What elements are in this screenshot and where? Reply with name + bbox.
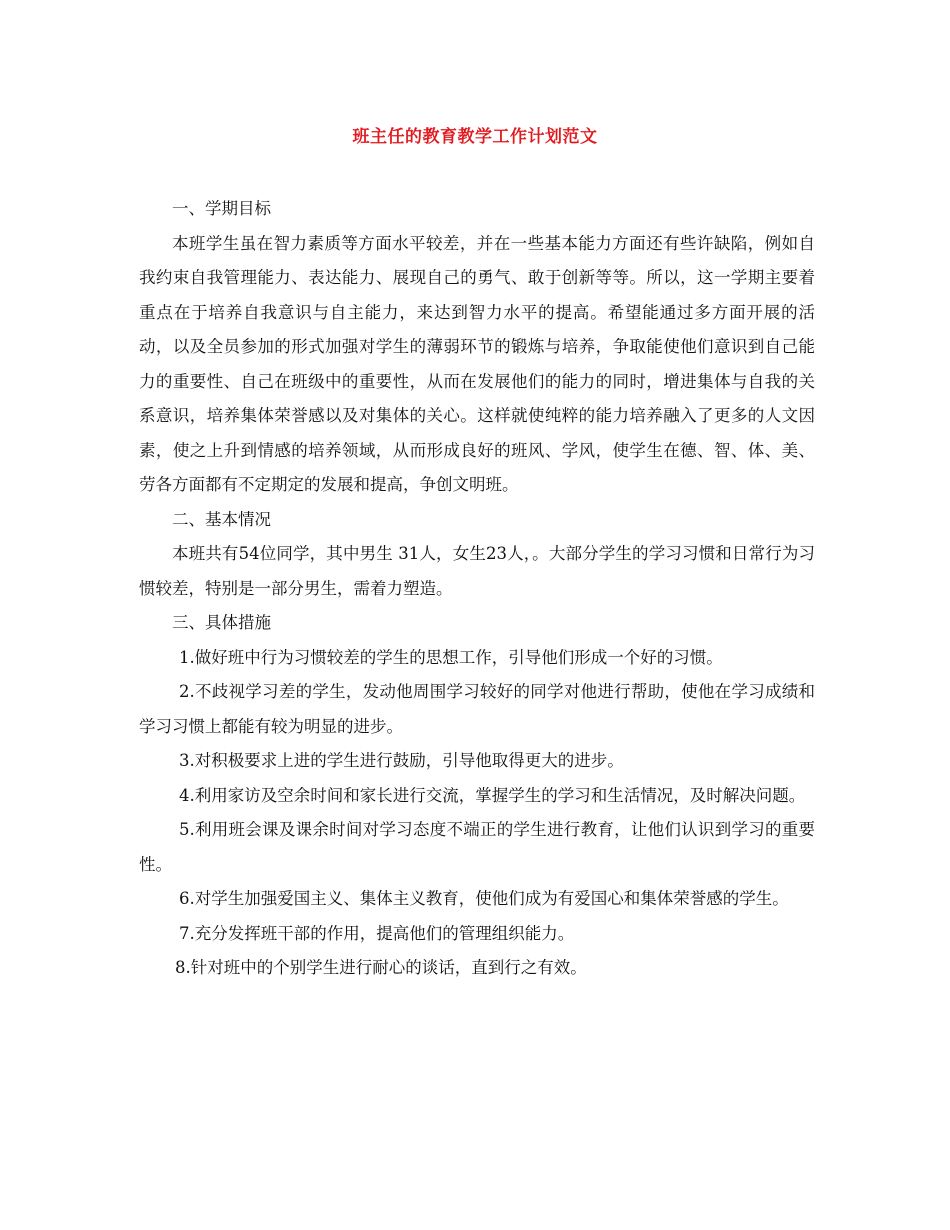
measure-item: 5.利用班会课及课余时间对学习态度不端正的学生进行教育，让他们认识到学习的重要性。 — [139, 820, 815, 874]
document-body — [139, 192, 815, 986]
section-heading-basic-situation: 二、基本情况 — [172, 509, 271, 529]
measure-item: 4.利用家访及空余时间和家长进行交流，掌握学生的学习和生活情况，及时解决问题。 — [179, 785, 806, 805]
measure-item: 7.充分发挥班干部的作用，提高他们的管理组织能力。 — [179, 923, 575, 943]
measure-item: 3.对积极要求上进的学生进行鼓励，引导他取得更大的进步。 — [179, 751, 624, 770]
section-heading-goals: 一、学期目标 — [172, 199, 271, 218]
goals-paragraph: 本班学生虽在智力素质等方面水平较差，并在一些基本能力方面还有些许缺陷，例如自我约束自我管理能力、表达能力、展现自己的勇气、敢于创新等等。所以，这一学期主要着重点在于培养自我意识与自主能力，来达到智力水平的提高。希望能通过多方面开展的活动，以及全员参加的形式加强对学生的薄弱环节的锻炼与培养，争取能使他们意识到自己能力的重要性、自己在班级中的重要性，从而在发展他们的能力的同时，增进集体与自我的关系意识，培养集体荣誉感以及对集体的关心。这样就使纯粹的能力培养融入了更多的人文因素，使之上升到情感的培养领域，从而形成良好的班风、学风，使学生在德、智、体、美、劳各方面都有不定期定的发展和提高，争创文明班。 — [139, 233, 815, 494]
measure-item: 6.对学生加强爱国主义、集体主义教育，使他们成为有爱国心和集体荣誉感的学生。 — [179, 889, 789, 908]
measure-item: 2.不歧视学习差的学生，发动他周围学习较好的同学对他进行帮助，使他在学习成绩和学习习惯上都能有较为明显的进步。 — [139, 682, 815, 736]
section-heading-measures: 三、具体措施 — [172, 613, 271, 632]
measure-item: 1.做好班中行为习惯较差的学生的思想工作，引导他们形成一个好的习惯。 — [179, 647, 723, 667]
measure-item: 8.针对班中的个别学生进行耐心的谈话，直到行之有效。 — [175, 958, 587, 977]
document-title: 班主任的教育教学工作计划范文 — [352, 127, 598, 147]
basic-situation-paragraph: 本班共有54位同学，其中男生 31人，女生23人，。大部分学生的学习习惯和日常行为习惯较差，特别是一部分男生，需着力塑造。 — [139, 544, 815, 598]
